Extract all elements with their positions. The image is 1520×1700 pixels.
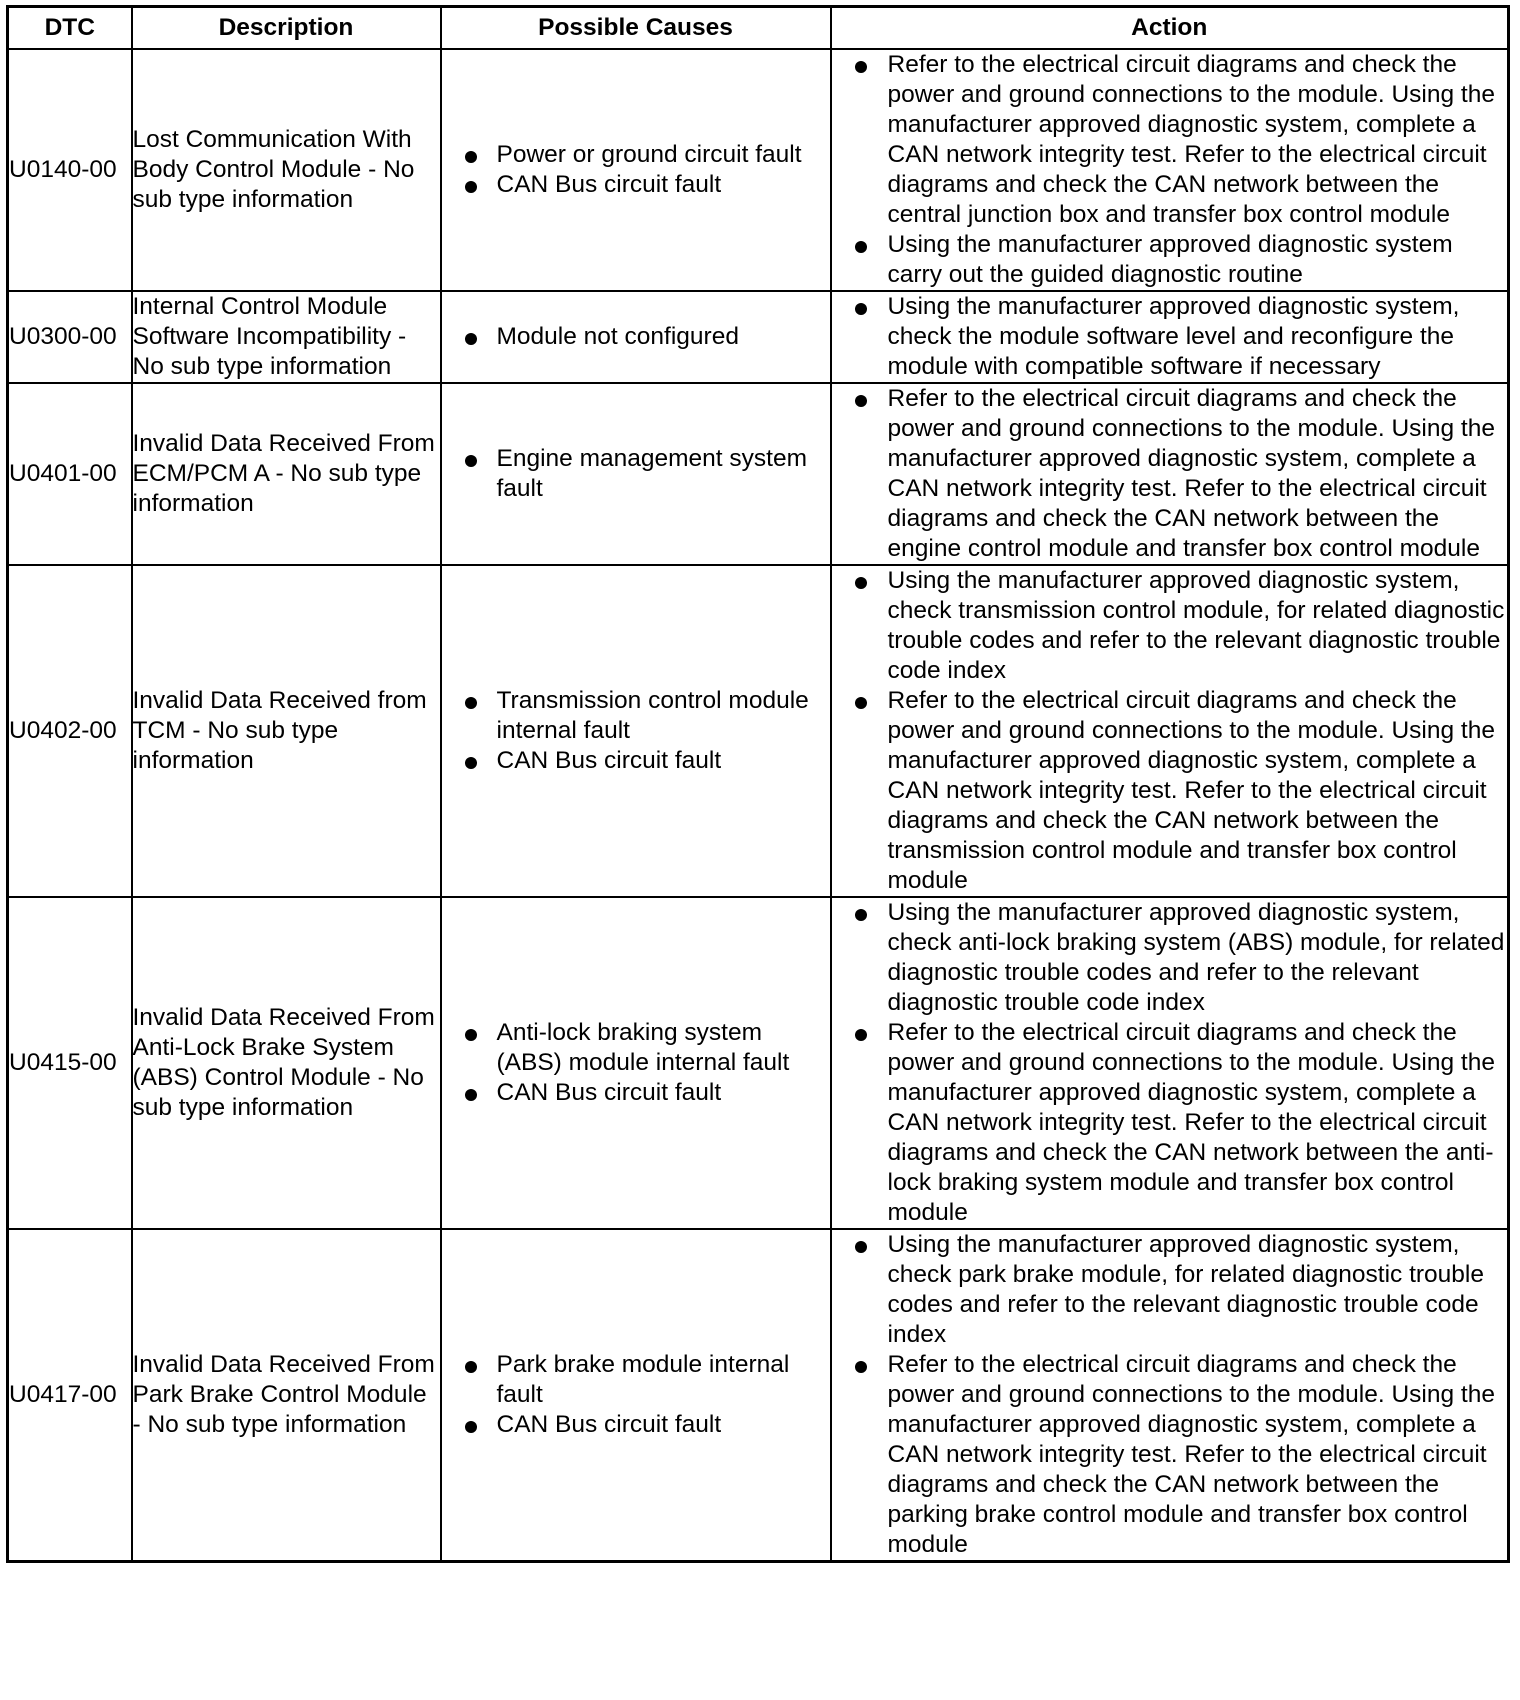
action-item: [832, 566, 1508, 686]
action-cell: [831, 897, 1509, 1229]
bullet-icon: [465, 1361, 477, 1373]
action-text: Refer to the electrical circuit diagrams and check the power and ground connections to the module. Using the manufacturer approved diagnostic system, complete a CAN network integrity test. Refer to the electrical circuit diagrams and check the CAN network between the parking brake control module and transfer box control module: [887, 1351, 1495, 1558]
action-item: [832, 230, 1508, 290]
dtc-description: Invalid Data Received from TCM - No sub type information: [132, 565, 441, 897]
action-item: [832, 50, 1508, 230]
possible-causes-cell: [441, 565, 831, 897]
action-text: Refer to the electrical circuit diagrams and check the power and ground connections to the module. Using the manufacturer approved diagnostic system, complete a CAN network integrity test. Refer to the electrical circuit diagrams and check the CAN network between the engine control module and transfer box control module: [887, 385, 1495, 562]
bullet-icon: [465, 697, 477, 709]
action-list: [832, 50, 1508, 290]
action-text: Refer to the electrical circuit diagrams and check the power and ground connections to the module. Using the manufacturer approved diagnostic system, complete a CAN network integrity test. Refer to the electrical circuit diagrams and check the CAN network between the transmission control module and transfer box control module: [887, 687, 1495, 894]
bullet-icon: [855, 1241, 867, 1253]
cause-item: [442, 444, 830, 504]
action-item: [832, 1230, 1508, 1350]
table-row: [8, 49, 1509, 291]
action-text: Using the manufacturer approved diagnostic system carry out the guided diagnostic routine: [887, 231, 1453, 288]
action-text: Refer to the electrical circuit diagrams and check the power and ground connections to the module. Using the manufacturer approved diagnostic system, complete a CAN network integrity test. Refer to the electrical circuit diagrams and check the CAN network between the anti-lock braking system module and transfer box control module: [887, 1019, 1495, 1226]
table-body: [8, 49, 1509, 1562]
bullet-icon: [855, 395, 867, 407]
dtc-code: U0140-00: [8, 49, 132, 291]
table-row: [8, 383, 1509, 565]
cause-text: CAN Bus circuit fault: [496, 171, 722, 198]
cause-text: Transmission control module internal fault: [496, 687, 809, 744]
bullet-icon: [855, 241, 867, 253]
cause-item: [442, 1410, 830, 1440]
bullet-icon: [465, 757, 477, 769]
header-description: Description: [132, 7, 441, 50]
header-possible-causes: Possible Causes: [441, 7, 831, 50]
cause-item: [442, 746, 830, 776]
cause-item: [442, 1078, 830, 1108]
possible-causes-list: [442, 1018, 830, 1108]
action-list: [832, 1230, 1508, 1560]
dtc-description: Invalid Data Received From Park Brake Control Module - No sub type information: [132, 1229, 441, 1562]
bullet-icon: [465, 181, 477, 193]
action-item: [832, 1018, 1508, 1228]
dtc-code: U0401-00: [8, 383, 132, 565]
cause-text: CAN Bus circuit fault: [496, 747, 722, 774]
action-cell: [831, 565, 1509, 897]
bullet-icon: [465, 333, 477, 345]
possible-causes-cell: [441, 291, 831, 383]
cause-item: [442, 140, 830, 170]
action-cell: [831, 49, 1509, 291]
possible-causes-list: [442, 444, 830, 504]
bullet-icon: [855, 303, 867, 315]
cause-text: Engine management system fault: [496, 445, 807, 502]
possible-causes-list: [442, 322, 830, 352]
action-cell: [831, 1229, 1509, 1562]
cause-item: [442, 686, 830, 746]
action-item: [832, 384, 1508, 564]
table-row: [8, 565, 1509, 897]
bullet-icon: [855, 577, 867, 589]
cause-text: Module not configured: [496, 323, 739, 350]
action-text: Refer to the electrical circuit diagrams and check the power and ground connections to the module. Using the manufacturer approved diagnostic system, complete a CAN network integrity test. Refer to the electrical circuit diagrams and check the CAN network between the central junction box and transfer box control module: [887, 51, 1495, 228]
bullet-icon: [855, 909, 867, 921]
cause-item: [442, 322, 830, 352]
action-item: [832, 686, 1508, 896]
bullet-icon: [465, 1029, 477, 1041]
cause-text: Park brake module internal fault: [496, 1351, 790, 1408]
dtc-code: U0300-00: [8, 291, 132, 383]
table-row: [8, 897, 1509, 1229]
cause-item: [442, 1350, 830, 1410]
cause-text: Power or ground circuit fault: [496, 141, 802, 168]
bullet-icon: [465, 151, 477, 163]
dtc-description: Invalid Data Received From ECM/PCM A - No sub type information: [132, 383, 441, 565]
possible-causes-cell: [441, 49, 831, 291]
cause-text: Anti-lock braking system (ABS) module internal fault: [496, 1019, 790, 1076]
header-action: Action: [831, 7, 1509, 50]
possible-causes-cell: [441, 383, 831, 565]
bullet-icon: [855, 697, 867, 709]
dtc-code: U0402-00: [8, 565, 132, 897]
bullet-icon: [465, 1089, 477, 1101]
cause-item: [442, 1018, 830, 1078]
dtc-code: U0415-00: [8, 897, 132, 1229]
possible-causes-cell: [441, 1229, 831, 1562]
action-list: [832, 292, 1508, 382]
action-item: [832, 1350, 1508, 1560]
cause-item: [442, 170, 830, 200]
header-dtc: DTC: [8, 7, 132, 50]
cause-text: CAN Bus circuit fault: [496, 1411, 722, 1438]
dtc-code: U0417-00: [8, 1229, 132, 1562]
possible-causes-list: [442, 686, 830, 776]
action-list: [832, 384, 1508, 564]
bullet-icon: [465, 455, 477, 467]
possible-causes-list: [442, 1350, 830, 1440]
cause-text: CAN Bus circuit fault: [496, 1079, 722, 1106]
action-list: [832, 566, 1508, 896]
action-item: [832, 292, 1508, 382]
dtc-description: Invalid Data Received From Anti-Lock Brake System (ABS) Control Module - No sub type information: [132, 897, 441, 1229]
action-item: [832, 898, 1508, 1018]
possible-causes-cell: [441, 897, 831, 1229]
dtc-description: Lost Communication With Body Control Module - No sub type information: [132, 49, 441, 291]
dtc-description: Internal Control Module Software Incompatibility - No sub type information: [132, 291, 441, 383]
bullet-icon: [465, 1421, 477, 1433]
bullet-icon: [855, 1029, 867, 1041]
action-cell: [831, 383, 1509, 565]
action-cell: [831, 291, 1509, 383]
action-text: Using the manufacturer approved diagnostic system, check the module software level and reconfigure the module with compatible software if necessary: [887, 293, 1460, 380]
table-row: [8, 291, 1509, 383]
table-header-row: [8, 7, 1509, 50]
bullet-icon: [855, 1361, 867, 1373]
possible-causes-list: [442, 140, 830, 200]
dtc-document: [6, 5, 1507, 1563]
bullet-icon: [855, 61, 867, 73]
action-text: Using the manufacturer approved diagnostic system, check transmission control module, for related diagnostic trouble codes and refer to the relevant diagnostic trouble code index: [887, 567, 1505, 684]
action-list: [832, 898, 1508, 1228]
action-text: Using the manufacturer approved diagnostic system, check park brake module, for related diagnostic trouble codes and refer to the relevant diagnostic trouble code index: [887, 1231, 1484, 1348]
table-row: [8, 1229, 1509, 1562]
dtc-table: [6, 5, 1510, 1563]
action-text: Using the manufacturer approved diagnostic system, check anti-lock braking system (ABS) module, for related diagnostic trouble codes and refer to the relevant diagnostic trouble code index: [887, 899, 1505, 1016]
